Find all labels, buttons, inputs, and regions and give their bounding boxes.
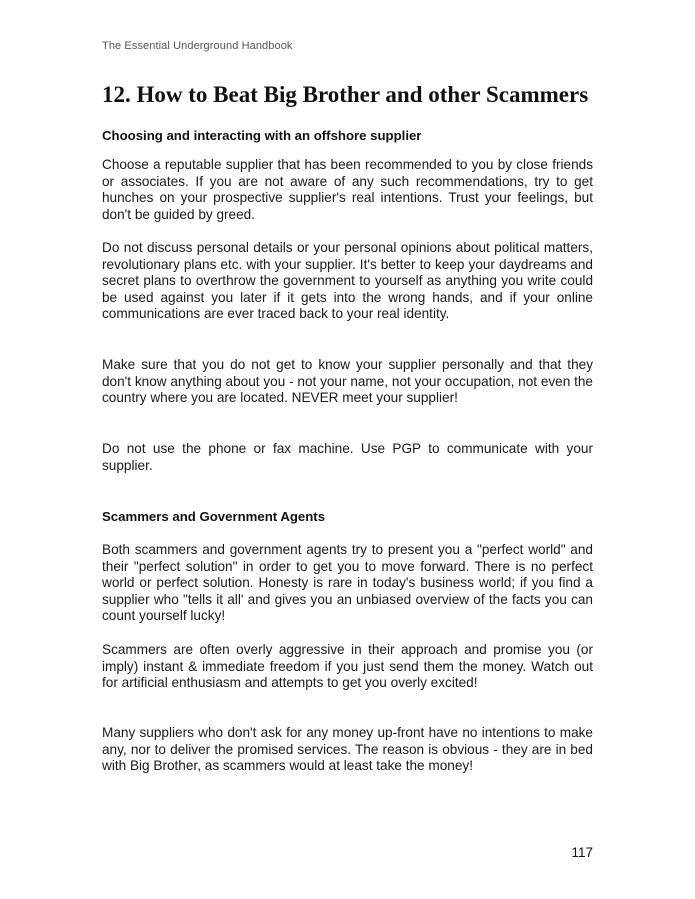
paragraph: Both scammers and government agents try to present you a "perfect world" and their "perfect solution" in order to get you to move forward. There is no perfect world or perfect solution. Honesty is rare in today's business world; if you find a supplier who "tells it all' and gives you an unbiased overview of the facts you can count yourself lucky! [102, 542, 593, 624]
paragraph-block [102, 725, 593, 775]
paragraph: Scammers are often overly aggressive in their approach and promise you (or imply) instant & immediate freedom if you just send them the money. Watch out for artificial enthusiasm and attempts to get you overly excited! [102, 642, 593, 691]
section-heading: Choosing and interacting with an offshore supplier [102, 128, 422, 143]
chapter-title: 12. How to Beat Big Brother and other Scammers [102, 82, 589, 107]
paragraph-block [102, 357, 593, 407]
paragraph: Do not discuss personal details or your personal opinions about political matters, revolutionary plans etc. with your supplier. It's better to keep your daydreams and secret plans to overthrow the government to yourself as anything you write could be used against you later if it gets into the wrong hands, and if your online communications are ever traced back to your real identity. [102, 240, 593, 322]
paragraph-block [102, 240, 593, 323]
paragraph-block [102, 642, 593, 692]
paragraph: Many suppliers who don't ask for any money up-front have no intentions to make any, nor to deliver the promised services. The reason is obvious - they are in bed with Big Brother, as scammers would at least take the money! [102, 725, 593, 774]
paragraph-block [102, 157, 593, 223]
paragraph: Make sure that you do not get to know your supplier personally and that they don't know anything about you - not your name, not your occupation, not even the country where you are located. NEVER meet your supplier! [102, 357, 593, 406]
running-header: The Essential Underground Handbook [102, 40, 293, 52]
paragraph-block [102, 542, 593, 625]
paragraph: Do not use the phone or fax machine. Use PGP to communicate with your supplier. [102, 441, 593, 473]
section-scammers-agents [102, 509, 593, 525]
section-offshore-supplier [102, 128, 593, 144]
page-number: 117 [571, 845, 593, 860]
paragraph: Choose a reputable supplier that has been recommended to you by close friends or associates. If you are not aware of any such recommendations, try to get hunches on your prospective supplier's real intentions. Trust your feelings, but don't be guided by greed. [102, 157, 593, 222]
section-heading: Scammers and Government Agents [102, 509, 326, 524]
paragraph-block [102, 441, 593, 474]
